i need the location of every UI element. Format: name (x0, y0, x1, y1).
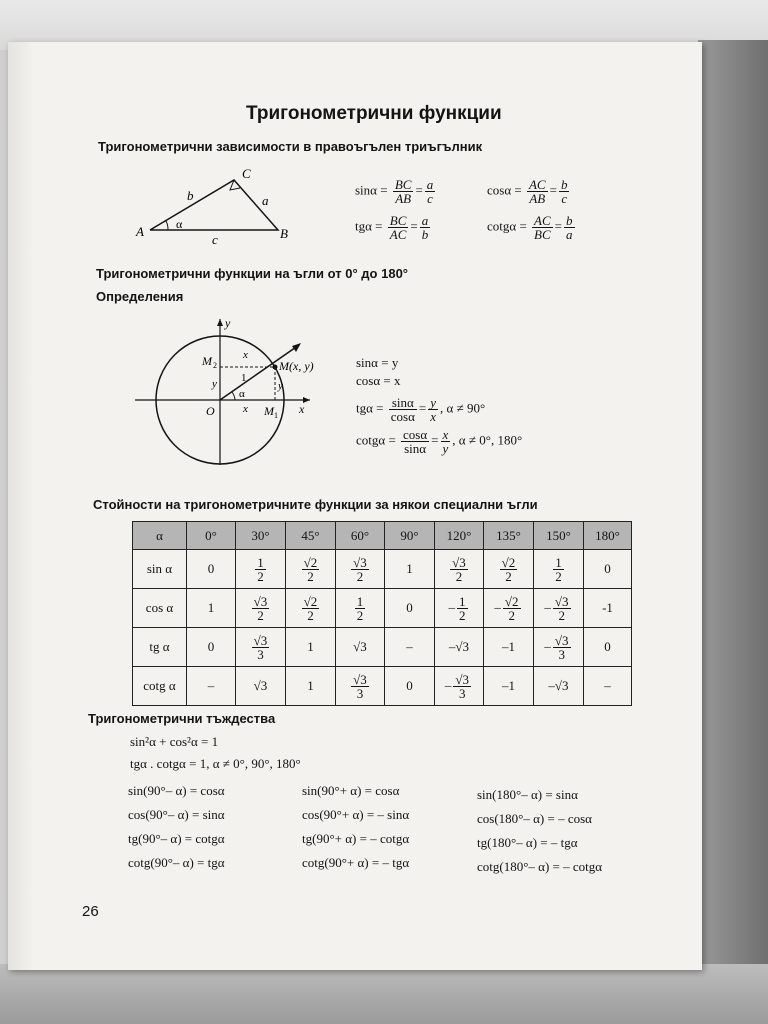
formula-tg-right-triangle: tgα = $\frac{BC}{AC}$ = $\frac{a}{b}$ (355, 213, 429, 242)
alpha-arc-circle (232, 392, 235, 400)
table-cell: – (187, 667, 236, 706)
unit-circle-diagram (135, 315, 325, 470)
fraction-denominator: 2 (356, 607, 364, 623)
fraction-numerator: 1 (555, 554, 562, 570)
formula-cos-right-triangle: cosα = $\frac{AC}{AB}$ = $\frac{b}{c}$ (487, 177, 568, 206)
cell-fraction (503, 595, 521, 622)
side-a: a (262, 193, 269, 208)
side-b: b (187, 188, 194, 203)
table-cell: – (385, 628, 435, 667)
table-cell: √3 (236, 667, 286, 706)
section-heading-special-values: Стойности на тригонометричните функции за някои специални ъгли (93, 497, 538, 512)
table-row (133, 628, 632, 667)
cell-sign: – (444, 676, 452, 692)
cell-sign: – (494, 598, 501, 614)
fraction-numerator: 1 (459, 593, 466, 609)
table-cell: –1 (484, 667, 534, 706)
fraction-numerator: 1 (356, 593, 364, 609)
table-row-label: cos α (133, 589, 187, 628)
table-cell (484, 550, 534, 589)
formula-cotg-right-triangle: cotgα = $\frac{AC}{BC}$ = $\frac{b}{a}$ (487, 213, 573, 242)
table-cell (435, 589, 484, 628)
section-heading-right-triangle: Тригонометрични зависимости в правоъгълен триъгълник (98, 139, 483, 154)
cell-fraction (500, 556, 518, 583)
table-header-cell: α (133, 522, 187, 550)
table-header-cell: 60° (336, 522, 385, 550)
alpha-arc (166, 221, 168, 230)
fraction-denominator: 2 (505, 568, 512, 584)
fraction-numerator: √3 (554, 593, 569, 609)
fraction-denominator: 2 (558, 607, 565, 623)
vertex-B: B (280, 226, 288, 241)
table-cell (435, 667, 484, 706)
table-header-cell: 180° (584, 522, 632, 550)
identity-col1-row2: cos(90°– α) = sinα (128, 807, 225, 822)
table-header-cell: 135° (484, 522, 534, 550)
table-header-cell: 0° (187, 522, 236, 550)
table-cell: 1 (286, 667, 336, 706)
fraction-numerator: √2 (303, 554, 318, 570)
label-M2: M (202, 354, 212, 368)
table-cell (484, 589, 534, 628)
page-title: Тригонометрични функции (246, 103, 502, 124)
right-triangle-diagram (130, 160, 300, 250)
special-values-table (132, 521, 632, 706)
label-y-axis: y (225, 316, 231, 330)
angle-alpha: α (176, 217, 183, 231)
table-cell (534, 628, 584, 667)
fraction-numerator: √2 (501, 554, 516, 570)
table-row-label: sin α (133, 550, 187, 589)
table-cell (534, 589, 584, 628)
formula-sin-right-triangle: sinα = $\frac{BC}{AB}$ = $\frac{a}{c}$ (355, 177, 434, 206)
identity-col3-row3: tg(180°– α) = – tgα (477, 835, 578, 850)
table-cell (236, 628, 286, 667)
background-bottom (0, 964, 768, 1024)
fraction-numerator: √3 (353, 554, 367, 570)
side-c: c (212, 232, 218, 247)
identity-tg-cotg: tgα . cotgα = 1, α ≠ 0°, 90°, 180° (130, 756, 301, 771)
cell-fraction (457, 595, 468, 622)
table-header-cell: 120° (435, 522, 484, 550)
cell-fraction (553, 556, 564, 583)
table-row-label: cotg α (133, 667, 187, 706)
radius-arrow (292, 343, 301, 352)
table-row (133, 667, 632, 706)
cell-fraction (252, 595, 270, 622)
table-header-cell: 45° (286, 522, 336, 550)
label-M1: M (264, 404, 274, 418)
label-M2-sub: 2 (213, 361, 217, 370)
label-M1-sub: 1 (274, 411, 278, 420)
fraction-denominator: 2 (257, 607, 264, 623)
cell-fraction (255, 556, 266, 583)
table-cell (286, 589, 336, 628)
table-cell: –√3 (534, 667, 584, 706)
identity-col2-row2: cos(90°+ α) = – sinα (302, 807, 410, 822)
label-x-axis: x (299, 402, 305, 416)
identity-col3-row2: cos(180°– α) = – cosα (477, 811, 592, 826)
identity-col1-row3: tg(90°– α) = cotgα (128, 831, 225, 846)
fraction-numerator: √3 (253, 593, 268, 609)
table-cell: 0 (187, 550, 236, 589)
cell-fraction (252, 634, 270, 661)
fraction-numerator: √3 (452, 554, 466, 570)
fraction-numerator: √2 (504, 593, 519, 609)
fraction-denominator: 2 (307, 607, 314, 623)
cell-fraction (450, 556, 468, 583)
cell-fraction (553, 634, 571, 661)
fraction-denominator: 3 (356, 685, 364, 701)
table-row-label: tg α (133, 628, 187, 667)
fraction-denominator: 2 (257, 568, 264, 584)
table-cell: 1 (286, 628, 336, 667)
cell-fraction (302, 595, 320, 622)
identity-col2-row1: sin(90°+ α) = cosα (302, 783, 400, 798)
cell-fraction (355, 595, 366, 622)
cell-sign: – (448, 598, 455, 614)
identity-col3-row1: sin(180°– α) = sinα (477, 787, 578, 802)
vertex-C: C (242, 166, 251, 181)
identity-pythagorean: sin²α + cos²α = 1 (130, 734, 219, 749)
table-cell (336, 550, 385, 589)
section-subheading-definitions: Определения (96, 289, 184, 304)
label-y-right-segment: y (278, 380, 283, 392)
identity-col2-row4: cotg(90°+ α) = – tgα (302, 855, 410, 870)
table-cell: 0 (584, 628, 632, 667)
identity-col1-row1: sin(90°– α) = cosα (128, 783, 225, 798)
table-cell (336, 589, 385, 628)
table-cell: –√3 (435, 628, 484, 667)
table-cell: 0 (385, 589, 435, 628)
table-header-row (133, 522, 632, 550)
cell-sign: – (544, 598, 551, 614)
table-cell: -1 (584, 589, 632, 628)
label-radius-1: 1 (241, 372, 247, 384)
table-cell: 0 (385, 667, 435, 706)
fraction-denominator: 3 (257, 646, 264, 662)
label-x-segment: x (243, 403, 248, 415)
def-cotg: cotgα = $\frac{\cos\alpha}{\sin\alpha}$ = $\frac{x}{y}$ , α ≠ 0°, 180° (356, 427, 523, 456)
table-cell (236, 589, 286, 628)
def-cos: cosα = x (356, 373, 401, 388)
fraction-denominator: 2 (459, 607, 466, 623)
label-x-top-segment: x (243, 349, 248, 361)
table-cell: 0 (584, 550, 632, 589)
fraction-numerator: √3 (554, 632, 569, 648)
cell-sign: – (544, 637, 551, 653)
y-axis-arrow (217, 319, 223, 326)
table-body (133, 550, 632, 706)
fraction-numerator: √3 (455, 671, 470, 687)
point-M (273, 365, 278, 370)
table-cell (236, 550, 286, 589)
table-cell (286, 550, 336, 589)
table-cell: 1 (385, 550, 435, 589)
vertex-A: A (136, 224, 144, 239)
table-cell (534, 550, 584, 589)
page-binding-edge (8, 42, 34, 970)
fraction-numerator: √2 (303, 593, 318, 609)
fraction-denominator: 2 (307, 568, 314, 584)
table-row (133, 589, 632, 628)
identity-col3-row4: cotg(180°– α) = – cotgα (477, 859, 603, 874)
table-header-cell: 90° (385, 522, 435, 550)
fraction-denominator: 3 (458, 685, 466, 701)
table-cell: 1 (187, 589, 236, 628)
label-M: M(x, y) (279, 359, 314, 373)
table-cell: √3 (336, 628, 385, 667)
def-sin: sinα = y (356, 355, 399, 370)
section-heading-identities: Тригонометрични тъждества (88, 711, 276, 726)
fraction-numerator: 1 (257, 554, 264, 570)
background-right (698, 40, 768, 1024)
fraction-denominator: 2 (455, 568, 463, 584)
cell-fraction (302, 556, 320, 583)
table-cell: – (584, 667, 632, 706)
fraction-numerator: √3 (353, 671, 367, 687)
section-heading-angles: Тригонометрични функции на ъгли от 0° до 180° (96, 266, 408, 281)
table-header-cell: 30° (236, 522, 286, 550)
table-cell: –1 (484, 628, 534, 667)
label-alpha-circle: α (239, 388, 245, 400)
def-tg: tgα = $\frac{\sin\alpha}{\cos\alpha}$ = $\frac{y}{x}$ , α ≠ 90° (356, 395, 486, 424)
cell-fraction (351, 673, 369, 700)
table-row (133, 550, 632, 589)
table-header-cell: 150° (534, 522, 584, 550)
fraction-denominator: 2 (508, 607, 515, 623)
cell-fraction (553, 595, 571, 622)
fraction-denominator: 2 (356, 568, 364, 584)
fraction-denominator: 2 (555, 568, 562, 584)
table-cell (336, 667, 385, 706)
fraction-denominator: 3 (558, 646, 565, 662)
fraction-numerator: √3 (253, 632, 268, 648)
identity-col2-row3: tg(90°+ α) = – cotgα (302, 831, 410, 846)
label-y-segment: y (212, 378, 217, 390)
label-origin: O (206, 404, 215, 418)
cell-fraction (453, 673, 471, 700)
table-cell (435, 550, 484, 589)
page-number: 26 (82, 903, 99, 920)
triangle-shape (150, 180, 278, 230)
identity-col1-row4: cotg(90°– α) = tgα (128, 855, 225, 870)
cell-fraction (351, 556, 369, 583)
table-cell: 0 (187, 628, 236, 667)
